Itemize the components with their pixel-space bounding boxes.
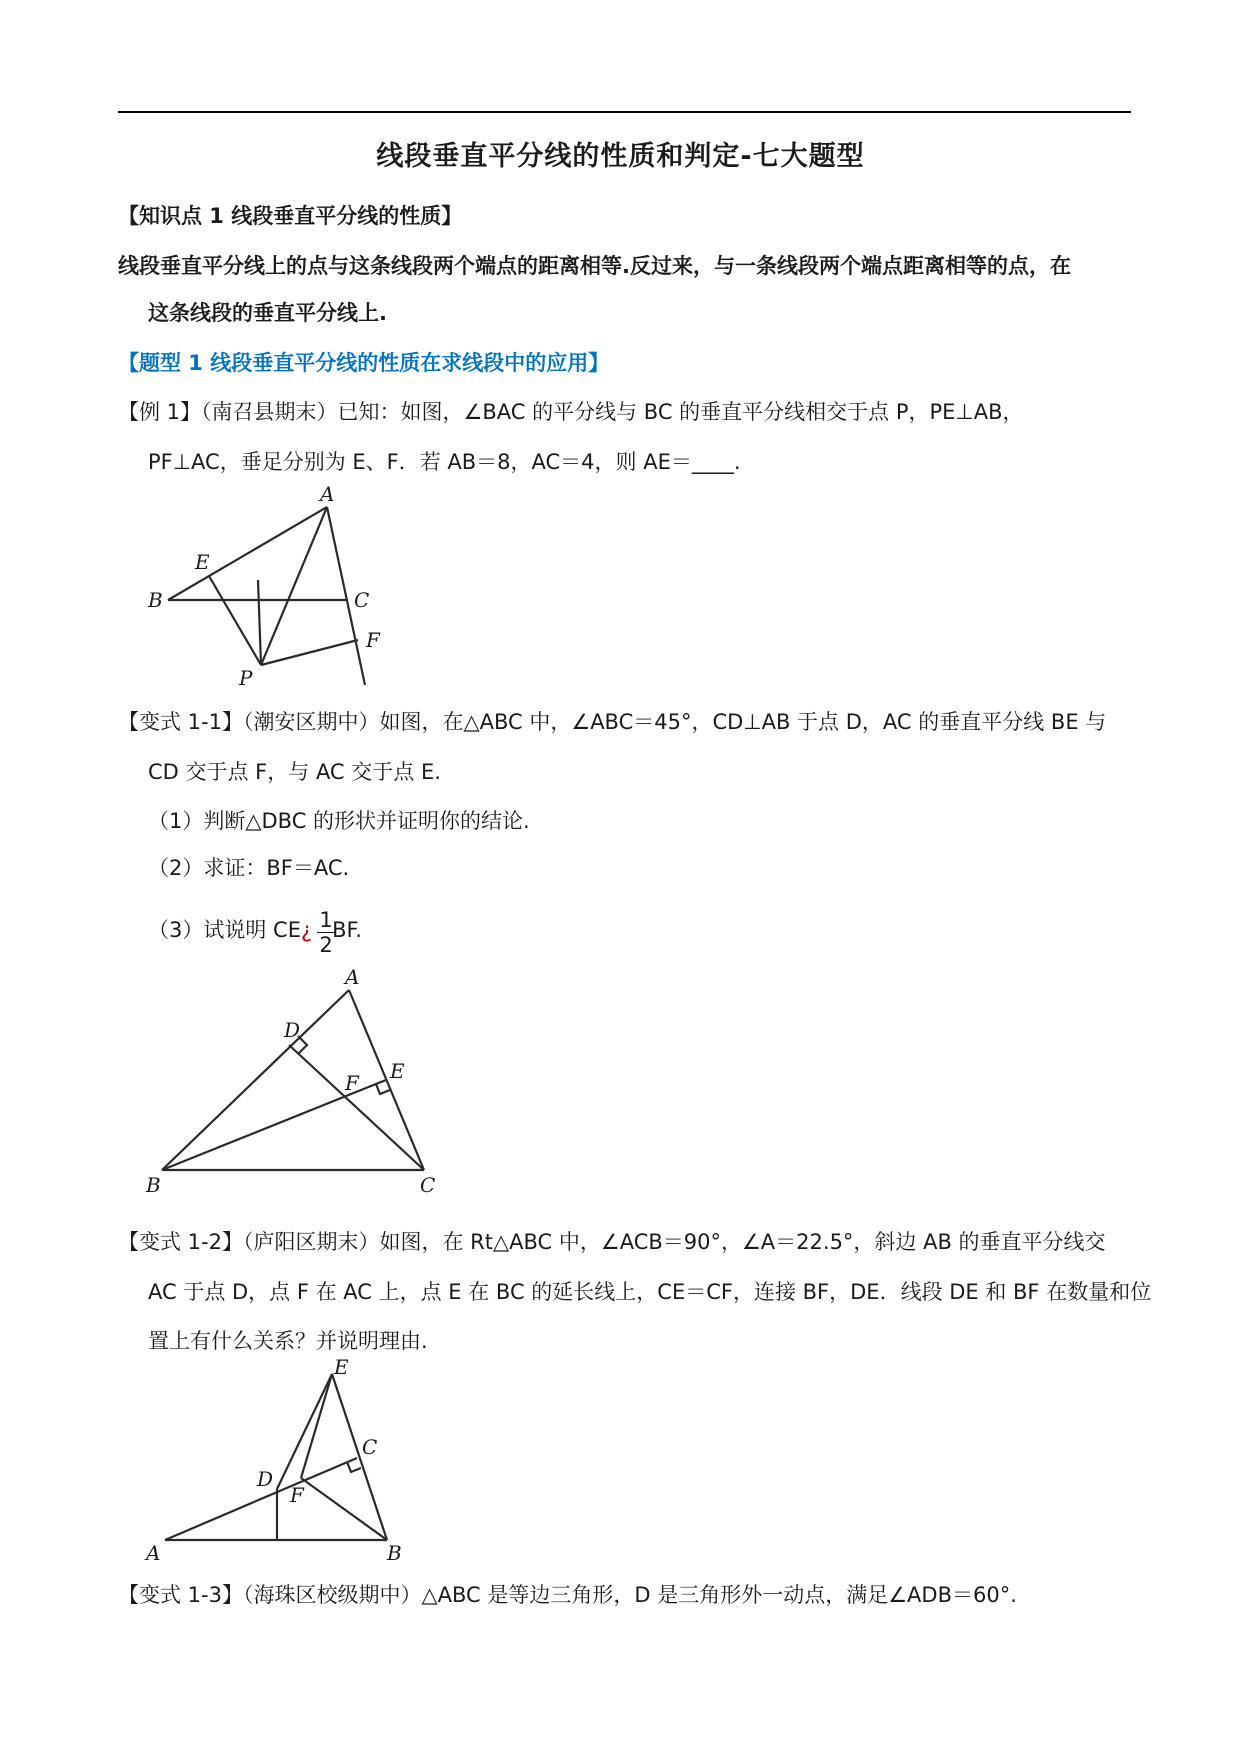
variant1-1-question-2: （2）求证：BF＝AC. xyxy=(148,856,350,880)
type1-heading: 【题型 1 线段垂直平分线的性质在求线段中的应用】 xyxy=(118,351,610,375)
variant1-2-line-1: 【变式 1-2】（庐阳区期末）如图，在 Rt△ABC 中，∠ACB＝90°，∠A＝22.5°，斜边 AB 的垂直平分线交 xyxy=(118,1230,1106,1254)
knowledge-line-2: 这条线段的垂直平分线上. xyxy=(148,301,387,325)
fig2-label-D: D xyxy=(284,1018,301,1042)
figure-2-diagram xyxy=(140,965,440,1200)
fig1-segment-EP xyxy=(209,576,261,665)
fig3-right-angle-C xyxy=(347,1462,361,1472)
fig3-label-B: B xyxy=(387,1541,402,1565)
fig3-segment-FB xyxy=(301,1478,387,1540)
fig3-label-E: E xyxy=(334,1355,349,1379)
fig3-segment-EB xyxy=(332,1374,387,1540)
fig1-label-P: P xyxy=(239,666,253,690)
variant1-1-line-2: CD 交于点 F，与 AC 交于点 E. xyxy=(148,760,441,784)
fraction-one-half xyxy=(317,908,335,957)
fig1-label-E: E xyxy=(195,550,210,574)
fig1-label-F: F xyxy=(366,628,380,652)
fig3-label-C: C xyxy=(362,1435,378,1459)
fig1-segment-BA xyxy=(168,507,327,600)
fig2-segment-BA xyxy=(162,990,349,1170)
variant1-1-line-1: 【变式 1-1】（潮安区期中）如图，在△ABC 中，∠ABC＝45°，CD⊥AB 于点 D，AC 的垂直平分线 BE 与 xyxy=(118,710,1107,734)
fig1-label-C: C xyxy=(354,588,370,612)
fig1-perp-bisector xyxy=(258,580,261,665)
q3-prefix: （3）试说明 CE xyxy=(148,918,301,942)
fig3-label-D: D xyxy=(257,1467,274,1491)
figure-1-diagram xyxy=(140,482,420,690)
fig2-label-A: A xyxy=(345,965,360,989)
variant1-1-question-1: （1）判断△DBC 的形状并证明你的结论. xyxy=(148,809,530,833)
variant1-3-line-1: 【变式 1-3】（海珠区校级期中）△ABC 是等边三角形，D 是三角形外一动点，满足∠ADB＝60°. xyxy=(118,1583,1017,1607)
fig2-segment-AC xyxy=(349,990,424,1170)
knowledge-heading: 【知识点 1 线段垂直平分线的性质】 xyxy=(118,204,463,228)
fig2-label-B: B xyxy=(146,1173,161,1197)
fig3-segment-EF xyxy=(301,1374,332,1478)
fig3-label-A: A xyxy=(146,1541,161,1565)
fig1-label-A: A xyxy=(320,482,335,506)
variant1-2-line-2: AC 于点 D，点 F 在 AC 上，点 E 在 BC 的延长线上，CE＝CF，连接 BF，DE．线段 DE 和 BF 在数量和位 xyxy=(148,1280,1152,1304)
header-rule xyxy=(118,111,1131,113)
example1-line-1: 【例 1】（南召县期末）已知：如图，∠BAC 的平分线与 BC 的垂直平分线相交于点 P，PE⊥AB， xyxy=(118,400,1024,424)
q3-suffix: BF. xyxy=(332,918,362,942)
figure-3-diagram xyxy=(140,1355,420,1565)
example1-line-2: PF⊥AC，垂足分别为 E、F．若 AB＝8，AC＝4，则 AE＝____. xyxy=(148,450,741,474)
fig2-label-C: C xyxy=(420,1173,436,1197)
fig2-label-E: E xyxy=(390,1059,405,1083)
knowledge-line-1: 线段垂直平分线上的点与这条线段两个端点的距离相等.反过来，与一条线段两个端点距离相等的点，在 xyxy=(118,254,1071,278)
fig3-label-F: F xyxy=(290,1483,304,1507)
page-title: 线段垂直平分线的性质和判定-七大题型 xyxy=(376,141,865,172)
q3-mark: ¿ xyxy=(300,918,313,942)
fig1-label-B: B xyxy=(148,588,163,612)
fig1-segment-AP xyxy=(261,507,327,665)
fig1-segment-PF xyxy=(261,640,358,665)
fraction-numerator: 1 xyxy=(317,908,335,933)
variant1-2-line-3: 置上有什么关系？并说明理由. xyxy=(148,1329,428,1353)
fraction-denominator: 2 xyxy=(319,933,333,957)
fig2-label-F: F xyxy=(345,1071,359,1095)
